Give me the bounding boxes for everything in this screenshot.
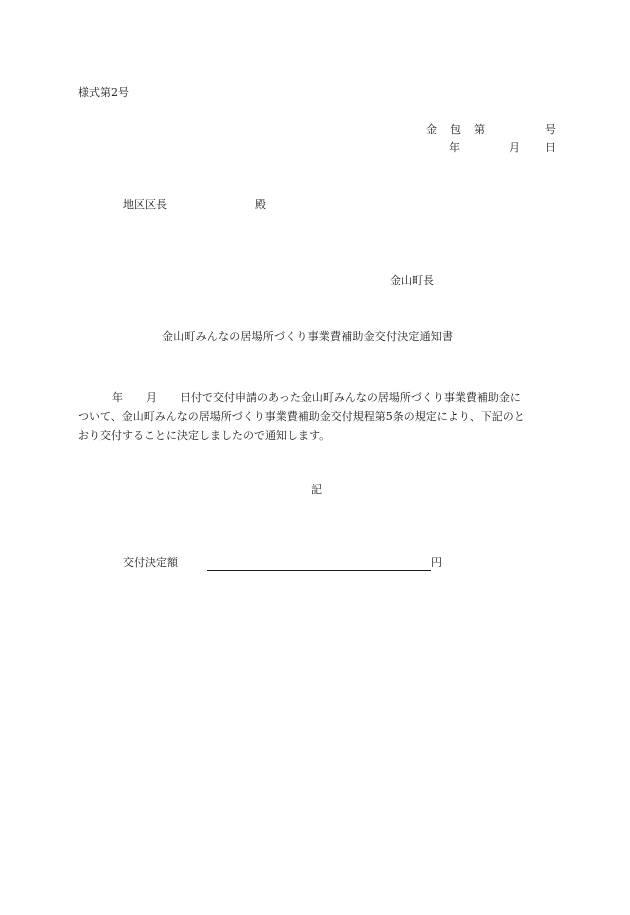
document-number-prefix-3: 第	[474, 123, 485, 136]
body-year: 年	[112, 391, 123, 404]
addressee-honorific: 殿	[255, 198, 266, 211]
document-number	[426, 124, 557, 138]
issue-date-year: 年	[449, 141, 460, 154]
issue-date-month: 月	[509, 141, 520, 154]
body-line-1	[78, 388, 556, 407]
grant-amount-label: 交付決定額	[123, 556, 178, 569]
body-line-3: おり交付することに決定しましたので通知します。	[78, 429, 331, 442]
form-number: 様式第2号	[78, 86, 129, 99]
issue-date-day: 日	[545, 141, 556, 154]
document-number-suffix: 号	[545, 123, 556, 136]
body-month: 月	[146, 391, 157, 404]
grant-amount-blank-line	[207, 557, 431, 571]
addressee-role: 地区区長	[123, 198, 167, 211]
document-number-prefix-1: 金	[426, 123, 437, 136]
body-line-2: ついて、金山町みんなの居場所づくり事業費補助金交付規程第5条の規定により、下記のと	[78, 410, 525, 423]
grant-amount-unit: 円	[431, 556, 442, 569]
grant-amount-row	[123, 557, 445, 573]
ki-marker: 記	[311, 483, 322, 496]
document-number-prefix-2: 包	[450, 123, 461, 136]
sender: 金山町長	[390, 274, 434, 287]
document-title: 金山町みんなの居場所づくり事業費補助金交付決定通知書	[162, 330, 454, 343]
issue-date	[449, 142, 557, 156]
body-paragraph	[78, 388, 556, 445]
addressee	[123, 199, 273, 213]
body-line-1-text: 日付で交付申請のあった金山町みんなの居場所づくり事業費補助金に	[180, 391, 521, 404]
